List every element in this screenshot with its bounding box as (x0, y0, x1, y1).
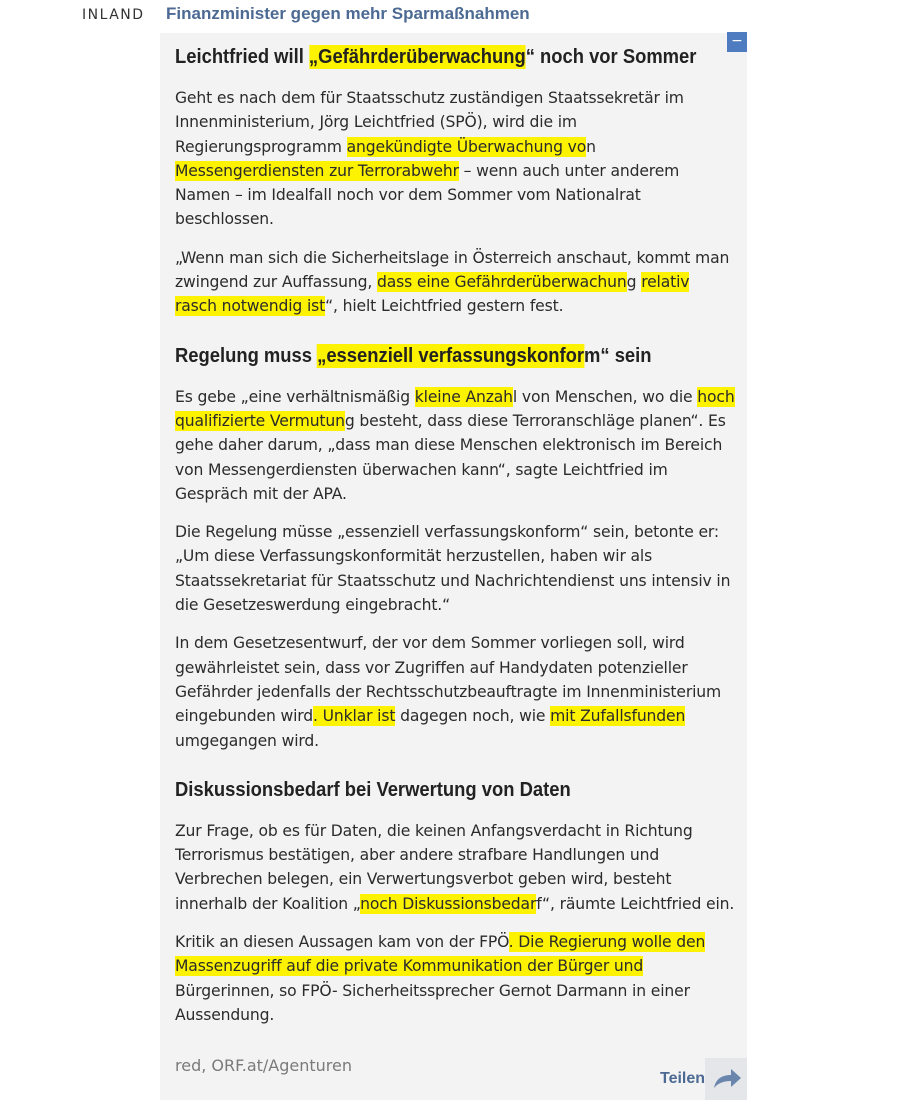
highlight: dass eine Gefährderüberwachun (376, 273, 627, 292)
related-article-link[interactable]: Finanzminister gegen mehr Sparmaßnahmen (166, 4, 530, 23)
highlight: „essenziell verfassungskonfor (317, 344, 585, 367)
paragraph-4: Die Regelung müsse „essenziell verfassungskonform“ sein, betonte er: „Um diese Verfassungskonformität herzustellen, haben wir als Staatssekretariat für Staatsschutz und Nachrichtendienst uns intensiv in die Gesetzeswerdung eingebracht.“ (175, 523, 731, 615)
collapse-button[interactable]: − (727, 32, 747, 52)
highlight: mit Zufallsfunden (550, 707, 686, 726)
highlight: noch Diskussionsbedar (360, 894, 537, 913)
paragraph-5: In dem Gesetzesentwurf, der vor dem Sommer vorliegen soll, wird gewährleistet sein, dass vor Zugriffen auf Handydaten potenzieller Gefährder jedenfalls der Rechtsschutzbeauftragte im Innenministerium eingebunden wird. Unklar ist dagegen noch, wie mit Zufallsfunden umgegangen wird. (175, 634, 722, 750)
highlight: relativ rasch notwendig ist (175, 273, 690, 316)
section-label: INLAND (82, 7, 145, 23)
highlight: Messengerdiensten zur Terrorabwehr (175, 161, 459, 180)
source-credit: red, ORF.at/Agenturen (175, 1056, 353, 1075)
article-content (175, 44, 735, 1027)
article-topbar (0, 0, 923, 34)
share-arrow-icon (705, 1058, 747, 1100)
highlight: „Gefährderüberwachung (308, 46, 526, 68)
share-button[interactable]: Teilen (660, 1070, 706, 1087)
heading-2: Regelung muss „essenziell verfassungskonform“ sein (175, 344, 652, 367)
heading-1: Leichtfried will „Gefährderüberwachung“ noch vor Sommer (175, 46, 697, 68)
share-arrow-button[interactable] (705, 1058, 747, 1100)
paragraph-1: Geht es nach dem für Staatsschutz zuständigen Staatssekretär im Innenministerium, Jörg Leichtfried (SPÖ), wird die im Regierungsprogramm angekündigte Überwachung von Messengerdiensten zur Terrorabwehr – wenn auch unter anderem Namen – im Idealfall noch vor dem Sommer vom Nationalrat beschlossen. (175, 89, 684, 229)
highlight: angekündigte Überwachung vo (346, 137, 587, 156)
paragraph-7: Kritik an diesen Aussagen kam von der FPÖ. Die Regierung wolle den Massenzugriff auf die private Kommunikation der Bürger und Bürgerinnen, so FPÖ- Sicherheitssprecher Gernot Darmann in einer Aussendung. (175, 933, 706, 1024)
highlight: . Die Regierung wolle den Massenzugriff auf die private Kommunikation der Bürger und (175, 933, 706, 976)
highlight: kleine Anzah (414, 387, 513, 406)
highlight: hoch qualifizierte Vermutun (175, 387, 735, 430)
heading-3: Diskussionsbedarf bei Verwertung von Daten (175, 778, 571, 801)
paragraph-2: „Wenn man sich die Sicherheitslage in Österreich anschaut, kommt man zwingend zur Auffassung, dass eine Gefährderüberwachung relativ rasch notwendig ist“, hielt Leichtfried gestern fest. (175, 248, 730, 316)
paragraph-6: Zur Frage, ob es für Daten, die keinen Anfangsverdacht in Richtung Terrorismus bestätigen, aber andere strafbare Handlungen und Verbrechen belegen, ein Verwertungsverbot geben wird, besteht innerhalb der Koalition „noch Diskussionsbedarf“, räumte Leichtfried ein. (175, 821, 735, 913)
highlight: . Unklar ist (313, 707, 396, 726)
paragraph-3: Es gebe „eine verhältnismäßig kleine Anzahl von Menschen, wo die hoch qualifizierte Vermutung besteht, dass diese Terroranschläge planen“. Es gehe daher darum, „dass man diese Menschen elektronisch im Bereich von Messengerdiensten überwachen kann“, sagte Leichtfried im Gespräch mit der APA. (175, 387, 735, 503)
